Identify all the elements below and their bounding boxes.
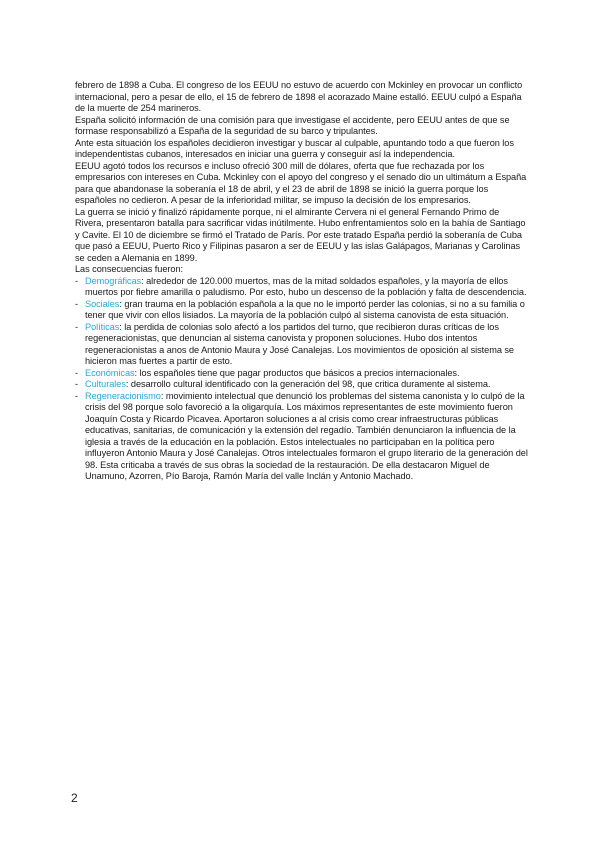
list-item-text: : desarrollo cultural identificado con la generación del 98, que critica duramente al sistema. [125, 379, 491, 389]
paragraph: España solicitó información de una comisión para que investigase el accidente, pero EEUU antes de que se formase responsabilizó a España de la seguridad de su barco y tripulantes. [75, 114, 510, 136]
list-item-text: : los españoles tiene que pagar productos que básicos a precios internacionales. [134, 367, 460, 378]
list-item-sociales [75, 299, 530, 322]
consequences-heading: Las consecuencias fueron: [75, 264, 184, 274]
list-item-regeneracionismo [75, 391, 530, 483]
bullet-dash: - [75, 321, 79, 332]
term-link: Sociales [85, 298, 120, 309]
list-item-text: : movimiento intelectual que denunció los problemas del sistema canonista y lo culpó de la crisis del 98 porque solo favoreció a la oligarquía. Los máximos representantes de este movimiento fueron Joaquín Costa y Ricardo Picavea. Aportaron soluciones a al crisis como crear infraestructuras públicas educativas, sanitarias, de comunicación y la extensión del regadío. También denunciaron la influencia de la iglesia a través de la educación en la población. Estos intelectuales no participaban en la política pero influyeron Antonio Maura y José Canalejas. Otros intelectuales formaron el grupo literario de la generación del 98. Esta criticaba a través de sus obras la sociedad de la restauración. De ella destacaron Miguel de Unamuno, Azorren, Pío Baroja, Ramón María del valle Inclán y Antonio Machado. [85, 390, 528, 481]
bullet-dash: - [75, 390, 79, 401]
list-item-politicas [75, 322, 530, 368]
list-item-demograficas [75, 276, 530, 299]
term-link: Regeneracionismo [85, 390, 161, 401]
bullet-dash: - [75, 275, 79, 286]
term-link: Económicas [85, 367, 135, 378]
list-item-text: : alrededor de 120.000 muertos, mas de la mitad soldados españoles, y la mayoría de ellos muertos por fiebre amarilla o paludismo. Por esto, hubo un descenso de la población y falta de descendencia. [85, 275, 527, 297]
list-item-text: : gran trauma en la población española a la que no le importó perder las colonias, si no a su familia o tener que vivir con ellos lisiados. La mayoría de la población culpó al sistema canovista de esta situación. [85, 298, 525, 320]
list-item-text: : la perdida de colonias solo afectó a los partidos del turno, que recibieron duras críticas de los regeneracionistas, que denuncian al sistema canovista y proponen soluciones. Hubo dos intentos regeneracionistas a anos de Antonio Maura y José Canalejas. Los movimientos de oposición al sistema se hicieron mas fuertes a partir de esto. [85, 321, 514, 366]
paragraph: EEUU agotó todos los recursos e incluso ofreció 300 mill de dólares, oferta que fue rechazada por los empresarios con intereses en Cuba. Mckinley con el apoyo del congreso y el senado dio un ultimátum a España para que abandonase la soberanía el 18 de abril, y el 23 de abril de 1898 se inició la guerra porque los españoles no cedieron. A pesar de la inferioridad militar, se impuso la decisión de los empresarios. [75, 160, 527, 205]
consequences-list [75, 276, 530, 483]
bullet-dash: - [75, 298, 79, 309]
paragraph: Ante esta situación los españoles decidieron investigar y buscar al culpable, apuntando todo a que fueron los independentistas cubanos, interesados en iniciar una guerra y conseguir así la independencia. [75, 137, 514, 159]
bullet-dash: - [75, 367, 79, 378]
page-number: 2 [71, 791, 78, 805]
paragraph: febrero de 1898 a Cuba. El congreso de los EEUU no estuvo de acuerdo con Mckinley en provocar un conflicto internacional, pero a pesar de ello, el 15 de febrero de 1898 el acorazado Maine estalló. EEUU culpó a España de la muerte de 254 marineros. [75, 80, 523, 113]
bullet-dash: - [75, 379, 79, 389]
list-item-culturales [75, 379, 530, 391]
page-content [75, 80, 530, 483]
list-item-economicas [75, 368, 530, 380]
term-link: Demográficas [85, 275, 142, 286]
term-link: Políticas [85, 321, 120, 332]
term-link: Culturales [85, 379, 126, 389]
paragraph: La guerra se inició y finalizó rápidamente porque, ni el almirante Cervera ni el general Fernando Primo de Rivera, presentaron batalla para sacrificar vidas inútilmente. Hubo enfrentamientos solo en la bahía de Santiago y Cavite. El 10 de diciembre se firmó el Tratado de París. Por este tratado España perdió la soberanía de Cuba que pasó a EEUU, Puerto Rico y Filipinas pasaron a ser de EEUU y las islas Galápagos, Marianas y Carolinas se ceden a Alemania en 1899. [75, 206, 526, 263]
